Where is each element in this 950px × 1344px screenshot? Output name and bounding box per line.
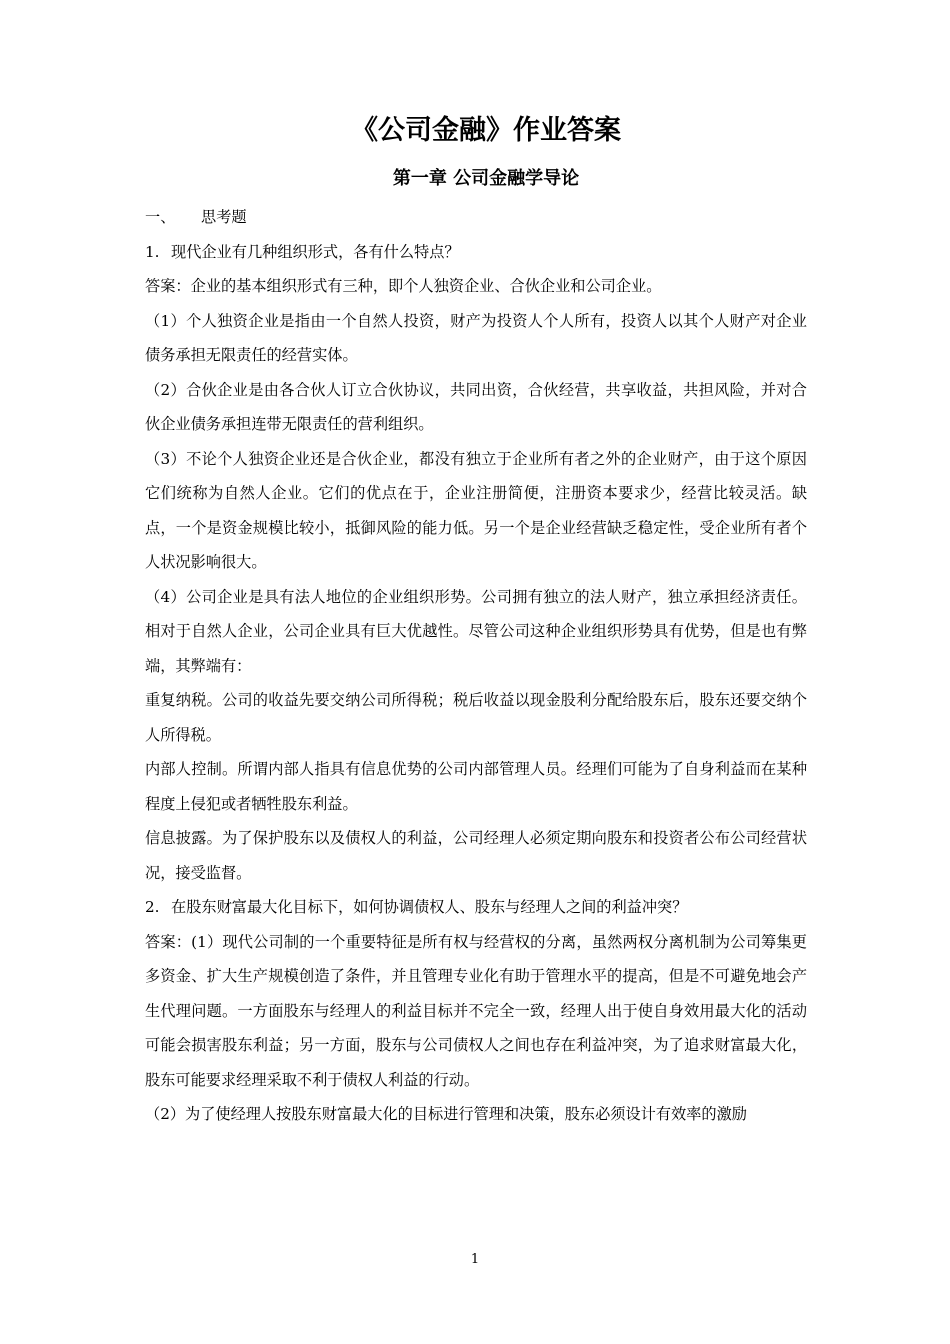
answer-paragraph: 重复纳税。公司的收益先要交纳公司所得税；税后收益以现金股利分配给股东后，股东还要交纳个人所得税。 [145, 691, 807, 744]
question-2-text: 在股东财富最大化目标下，如何协调债权人、股东与经理人之间的利益冲突？ [171, 898, 688, 916]
question-1 [145, 235, 807, 270]
answer-paragraph: 信息披露。为了保护股东以及债权人的利益，公司经理人必须定期向股东和投资者公布公司经营状况，接受监督。 [145, 829, 807, 882]
page-number: 1 [470, 1252, 480, 1267]
answer-paragraph: 答案：(1）现代公司制的一个重要特征是所有权与经营权的分离，虽然两权分离机制为公司筹集更多资金、扩大生产规模创造了条件，并且管理专业化有助于管理水平的提高，但是不可避免地会产生代理问题。一方面股东与经理人的利益目标并不完全一致，经理人出于使自身效用最大化的活动可能会损害股东利益；另一方面，股东与公司债权人之间也存在利益冲突，为了追求财富最大化，股东可能要求经理采取不利于债权人利益的行动。 [145, 932, 807, 1089]
question-2-number: 2. [145, 898, 160, 916]
document-title: 《公司金融》作业答案 [351, 115, 621, 146]
question-2 [145, 890, 807, 925]
chapter-title: 第一章 公司金融学导论 [392, 168, 580, 189]
question-1-text: 现代企业有几种组织形式，各有什么特点？ [171, 242, 460, 261]
answer-paragraph: 答案：企业的基本组织形式有三种，即个人独资企业、合伙企业和公司企业。 [145, 277, 662, 295]
answer-paragraph: （3）不论个人独资企业还是合伙企业，都没有独立于企业所有者之外的企业财产，由于这个原因它们统称为自然人企业。它们的优点在于，企业注册简便，注册资本要求少，经营比较灵活。缺点，一个是资金规模比较小，抵御风险的能力低。另一个是企业经营缺乏稳定性，受企业所有者个人状况影响很大。 [145, 449, 807, 571]
answer-paragraph: （1）个人独资企业是指由一个自然人投资，财产为投资人个人所有，投资人以其个人财产对企业债务承担无限责任的经营实体。 [145, 311, 807, 364]
question-1-number: 1. [145, 242, 160, 261]
section-heading [145, 200, 807, 235]
section-label: 思考题 [201, 208, 247, 226]
answer-paragraph: （2）为了使经理人按股东财富最大化的目标进行管理和决策，股东必须设计有效率的激励 [145, 1105, 747, 1123]
document-content [145, 108, 807, 1132]
section-number: 一、 [145, 208, 176, 226]
answer-paragraph: 内部人控制。所谓内部人指具有信息优势的公司内部管理人员。经理们可能为了自身利益而在某种程度上侵犯或者牺牲股东利益。 [145, 760, 807, 813]
answer-paragraph: （2）合伙企业是由各合伙人订立合伙协议，共同出资，合伙经营，共享收益，共担风险，并对合伙企业债务承担连带无限责任的营利组织。 [145, 380, 807, 433]
answer-paragraph: （4）公司企业是具有法人地位的企业组织形势。公司拥有独立的法人财产，独立承担经济责任。相对于自然人企业，公司企业具有巨大优越性。尽管公司这种企业组织形势具有优势，但是也有弊端，其弊端有： [145, 587, 807, 675]
